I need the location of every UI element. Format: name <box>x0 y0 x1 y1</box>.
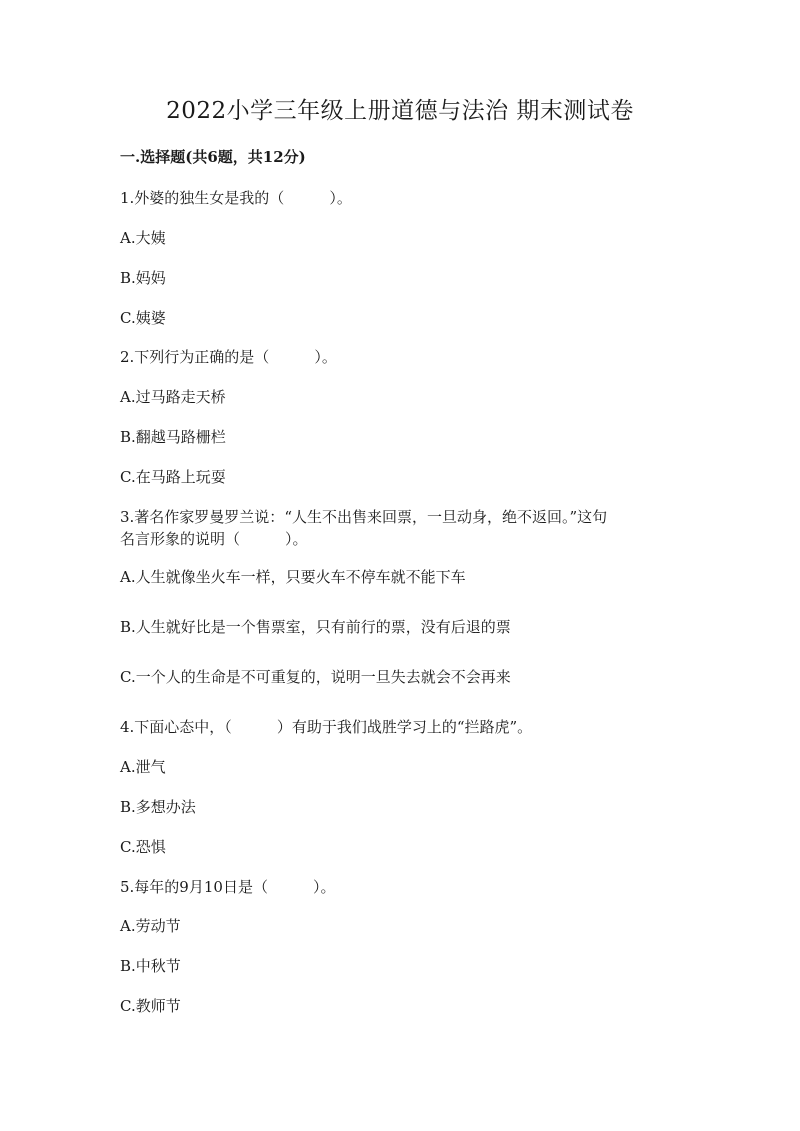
question-3-option-a: A.人生就像坐火车一样，只要火车不停车就不能下车 <box>120 568 466 586</box>
question-3-option-b: B.人生就好比是一个售票室，只有前行的票，没有后退的票 <box>120 618 511 636</box>
question-5-stem: 5.每年的9月10日是（ ）。 <box>120 878 336 896</box>
question-1-option-b: B.妈妈 <box>120 269 166 287</box>
question-4-stem: 4.下面心态中，（ ）有助于我们战胜学习上的“拦路虎”。 <box>120 718 533 736</box>
question-1-option-c: C.姨婆 <box>120 309 166 327</box>
question-5-option-a: A.劳动节 <box>120 917 181 935</box>
question-1-stem: 1.外婆的独生女是我的（ ）。 <box>120 189 352 207</box>
question-3-stem-line-1: 3.著名作家罗曼罗兰说：“人生不出售来回票，一旦动身，绝不返回。”这句 <box>120 508 608 526</box>
question-2-option-b: B.翻越马路栅栏 <box>120 428 226 446</box>
section-heading: 一.选择题(共6题，共12分) <box>120 148 306 166</box>
question-5-option-c: C.教师节 <box>120 997 181 1015</box>
question-4-option-b: B.多想办法 <box>120 798 196 816</box>
question-2-option-c: C.在马路上玩耍 <box>120 468 226 486</box>
question-3-stem-line-2: 名言形象的说明（ ）。 <box>120 530 308 548</box>
question-2-stem: 2.下列行为正确的是（ ）。 <box>120 348 337 366</box>
question-3-option-c: C.一个人的生命是不可重复的，说明一旦失去就会不会再来 <box>120 668 511 686</box>
page-title: 2022小学三年级上册道德与法治 期末测试卷 <box>166 98 634 124</box>
question-1-option-a: A.大姨 <box>120 229 166 247</box>
question-4-option-c: C.恐惧 <box>120 838 166 856</box>
question-4-option-a: A.泄气 <box>120 758 166 776</box>
question-5-option-b: B.中秋节 <box>120 957 181 975</box>
question-2-option-a: A.过马路走天桥 <box>120 388 226 406</box>
question-3-stem <box>120 506 680 550</box>
